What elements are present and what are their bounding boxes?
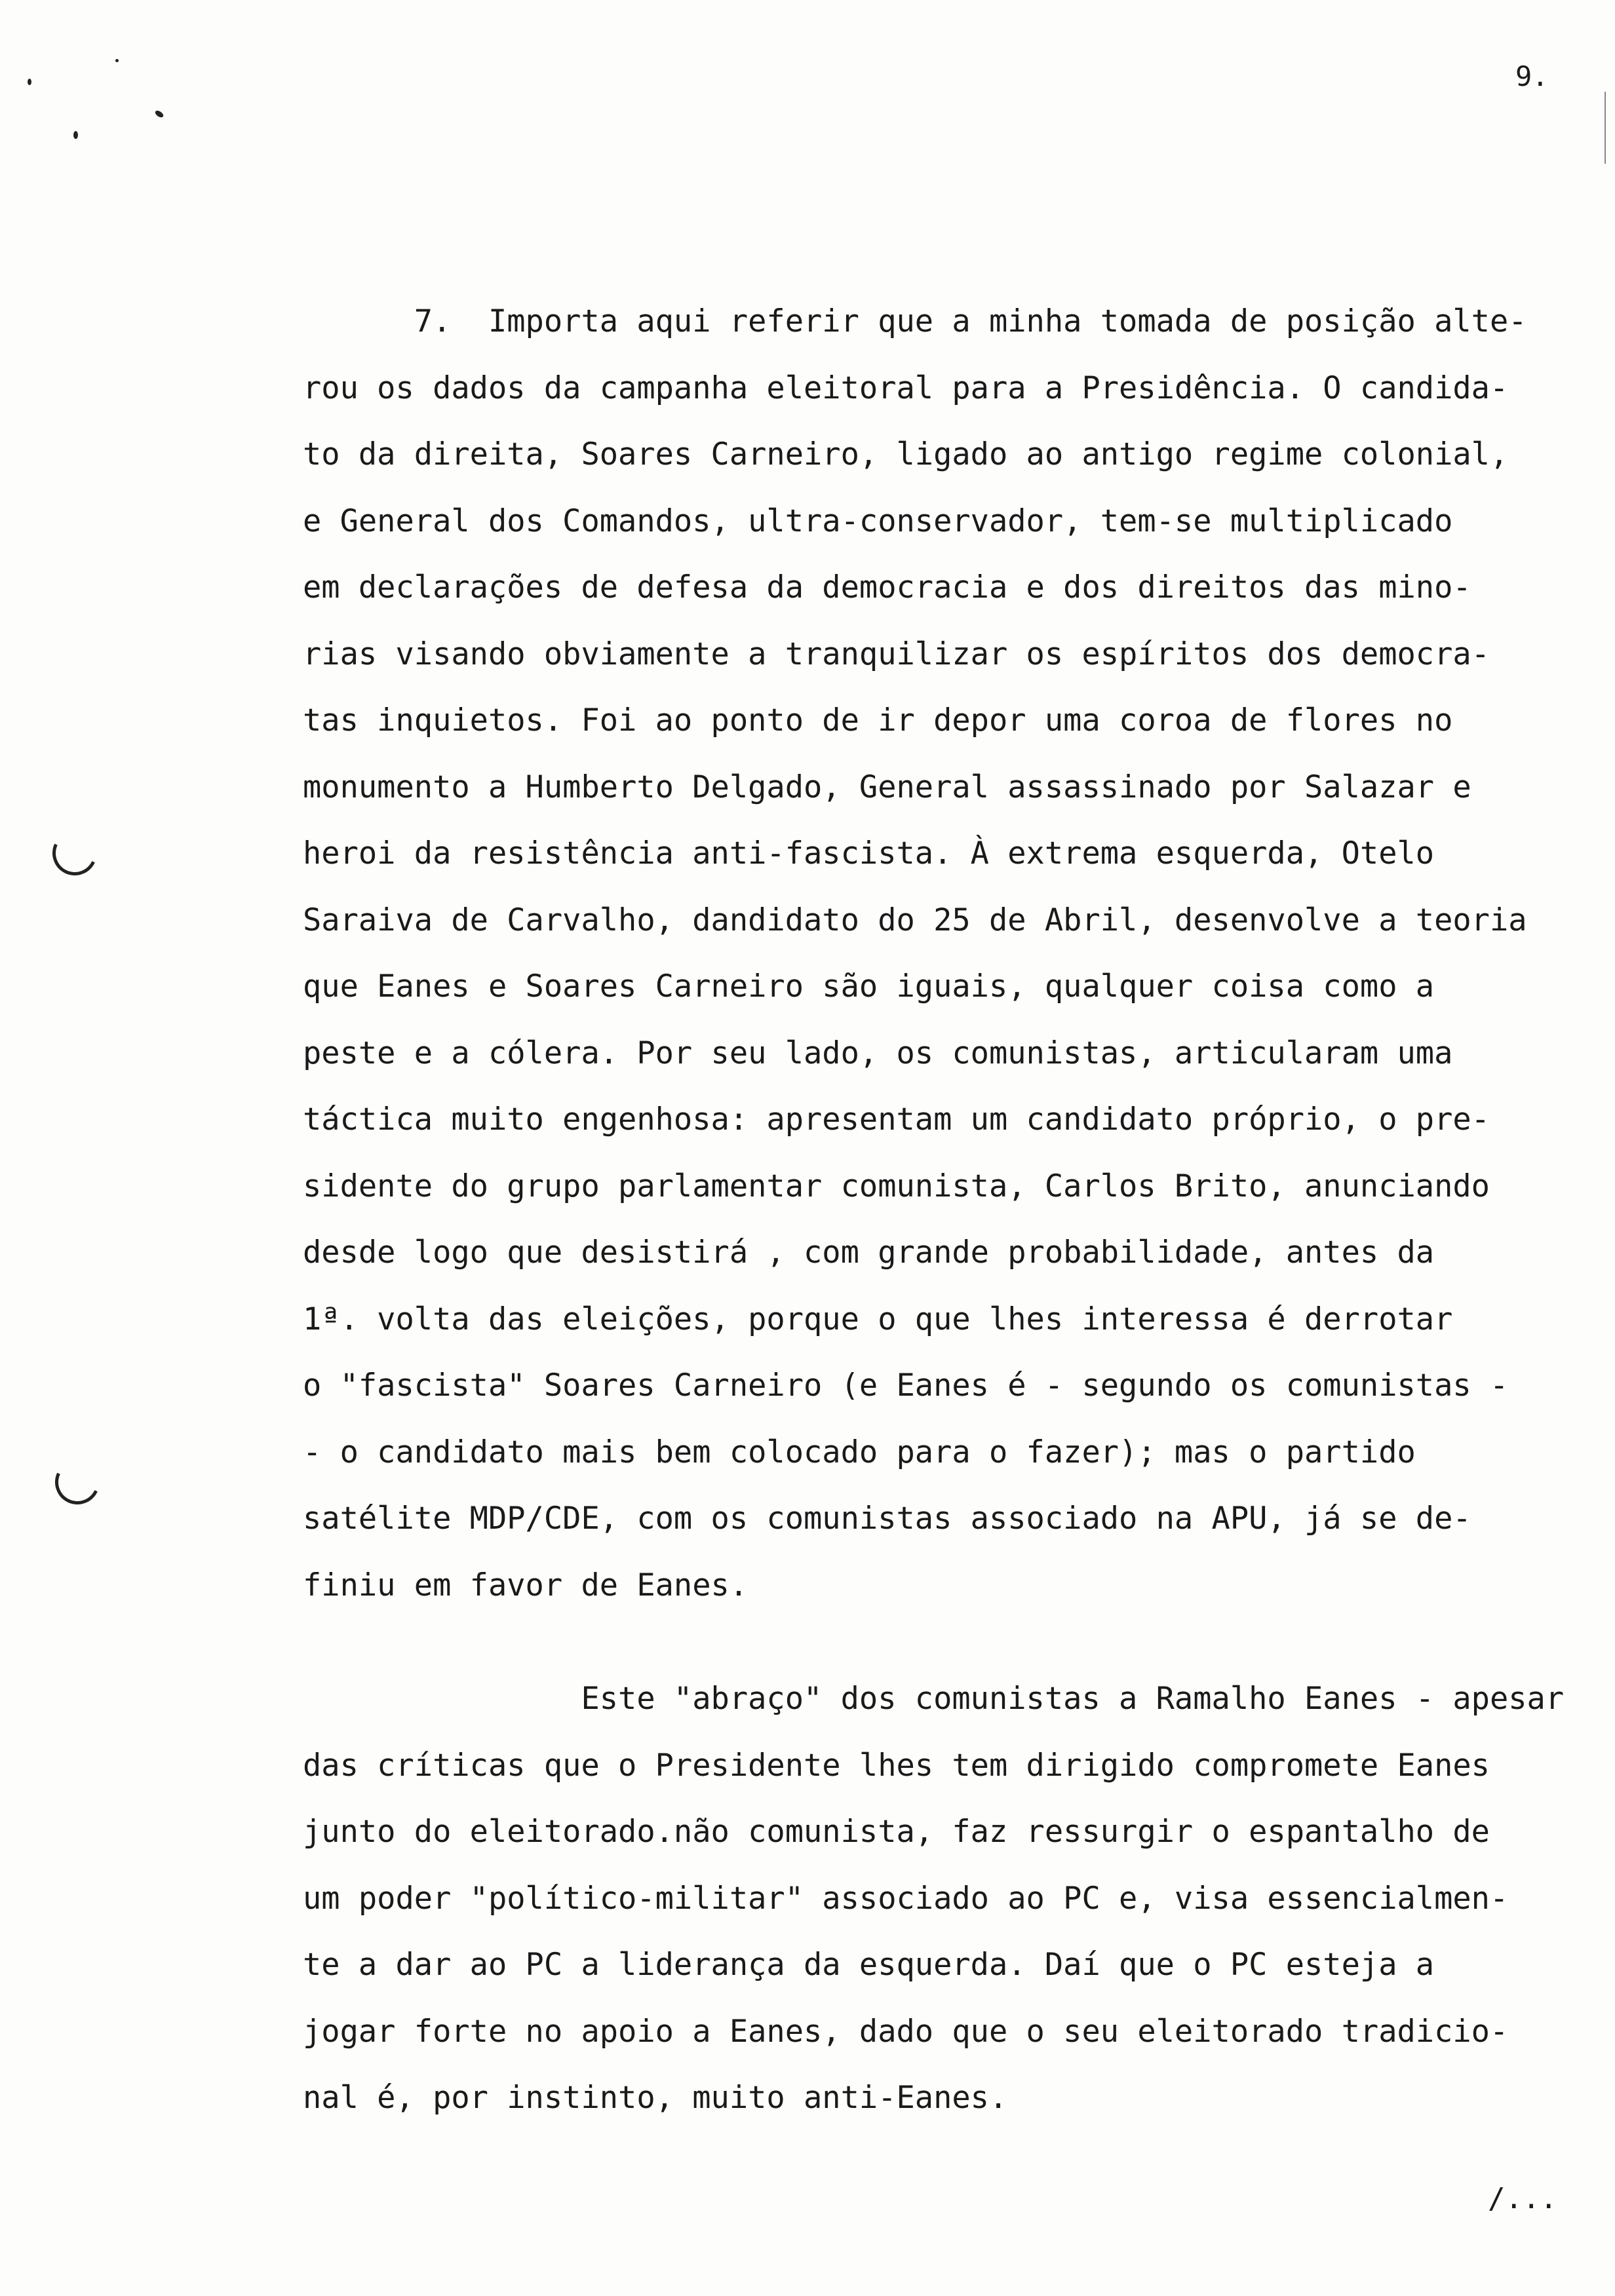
text-line: Saraiva de Carvalho, dandidato do 25 de Abril, desenvolve a teoria xyxy=(303,902,1527,938)
text-line: táctica muito engenhosa: apresentam um candidato próprio, o pre- xyxy=(303,1101,1490,1138)
binder-hole-mark xyxy=(49,1453,106,1510)
text-line: jogar forte no apoio a Eanes, dado que o seu eleitorado tradicio- xyxy=(303,2013,1509,2050)
scan-speck xyxy=(154,109,165,119)
paragraph-abraco xyxy=(303,1666,1607,2132)
text-line: finiu em favor de Eanes. xyxy=(303,1567,749,1603)
text-line: em declarações de defesa da democracia e dos direitos das mino- xyxy=(303,569,1471,605)
scan-speck xyxy=(115,59,119,62)
text-line: rias visando obviamente a tranquilizar os espíritos dos democra- xyxy=(303,636,1490,672)
text-line: rou os dados da campanha eleitoral para a Presidência. O candida- xyxy=(303,370,1509,406)
text-line: satélite MDP/CDE, com os comunistas associado na APU, já se de- xyxy=(303,1501,1471,1537)
text-line: que Eanes e Soares Carneiro são iguais, qualquer coisa como a xyxy=(303,968,1435,1004)
text-line: um poder "político-militar" associado ao PC e, visa essencialmen- xyxy=(303,1880,1509,1917)
scan-speck xyxy=(28,79,31,85)
paragraph-7 xyxy=(303,288,1607,1618)
text-line: heroi da resistência anti-fascista. À extrema esquerda, Otelo xyxy=(303,835,1435,871)
continuation-mark: /... xyxy=(1488,2182,1557,2215)
text-line: peste e a cólera. Por seu lado, os comunistas, articularam uma xyxy=(303,1035,1453,1071)
text-line: nal é, por instinto, muito anti-Eanes. xyxy=(303,2080,1008,2116)
text-line: tas inquietos. Foi ao ponto de ir depor uma coroa de flores no xyxy=(303,702,1453,738)
text-line: junto do eleitorado.não comunista, faz ressurgir o espantalho de xyxy=(303,1814,1490,1850)
text-line: sidente do grupo parlamentar comunista, Carlos Brito, anunciando xyxy=(303,1168,1490,1204)
text-line: 1ª. volta das eleições, porque o que lhes interessa é derrotar xyxy=(303,1301,1453,1337)
text-line: 7. Importa aqui referir que a minha tomada de posição alte- xyxy=(303,303,1527,339)
text-line: Este "abraço" dos comunistas a Ramalho Eanes - apesar xyxy=(303,1681,1565,1717)
scan-speck xyxy=(73,131,78,139)
text-line: o "fascista" Soares Carneiro (e Eanes é - segundo os comunistas - xyxy=(303,1368,1509,1404)
text-line: monumento a Humberto Delgado, General assassinado por Salazar e xyxy=(303,769,1471,805)
binder-hole-mark xyxy=(46,824,103,881)
text-line: to da direita, Soares Carneiro, ligado ao antigo regime colonial, xyxy=(303,436,1509,472)
text-line: - o candidato mais bem colocado para o fazer); mas o partido xyxy=(303,1434,1416,1470)
scan-edge-line xyxy=(1605,92,1606,164)
text-line: das críticas que o Presidente lhes tem dirigido compromete Eanes xyxy=(303,1747,1490,1784)
text-line: desde logo que desistirá , com grande probabilidade, antes da xyxy=(303,1234,1435,1271)
page-number: 9. xyxy=(1515,60,1549,92)
text-line: e General dos Comandos, ultra-conservador, tem-se multiplicado xyxy=(303,503,1453,539)
text-line: te a dar ao PC a liderança da esquerda. Daí que o PC esteja a xyxy=(303,1947,1435,1983)
